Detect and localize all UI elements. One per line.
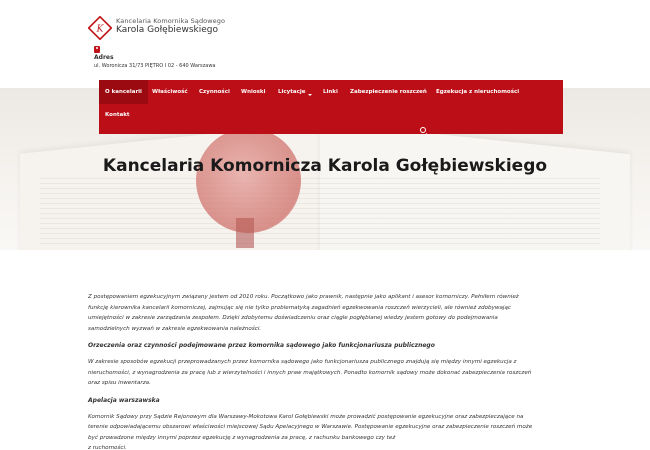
nav-item-wlasciwosc[interactable]: Właściwość <box>152 89 188 95</box>
intro-line: samodzielnych wyzwań w zakresie egzekwowania należności. <box>88 325 262 332</box>
hero-book-text-lines <box>40 178 600 248</box>
intro-paragraph <box>88 292 558 334</box>
chevron-down-icon <box>308 94 312 96</box>
paragraph-apelacja <box>88 412 558 450</box>
intro-line: umiejętności w zakresie zarządzania zespołem. Dzięki zdobytemu doświadczeniu oraz ciągle pogłębianej wiedzy jestem gotowy do podejmowania <box>88 315 498 321</box>
logo-line-2[interactable]: Karola Gołębiewskiego <box>116 25 218 35</box>
nav-item-kontakt[interactable]: Kontakt <box>105 112 130 118</box>
address-value: ul. Woronicza 31/73 PIĘTRO I 02 - 640 Warszawa <box>94 63 216 69</box>
paragraph-line: być prowadzone między innymi poprzez egzekucję z wynagrodzenia za pracę, z rachunku bankowego czy też <box>88 434 396 441</box>
nav-item-licytacje[interactable] <box>272 80 318 104</box>
section-heading-orzeczenia: Orzeczenia oraz czynności podejmowane przez komornika sądowego jako funkcjonariusza publicznego <box>88 342 435 349</box>
hero-ribbon <box>236 218 254 248</box>
nav-item-wnioski[interactable]: Wnioski <box>241 89 266 95</box>
main-content <box>88 292 558 450</box>
svg-text:K: K <box>96 24 104 35</box>
page-title: Kancelaria Komornicza Karola Gołębiewskiego <box>102 156 548 176</box>
intro-line: funkcję kierownika kancelarii komorniczej, zajmując się nie tylko problematyką zagadnień egzekwowania roszczeń wierzycieli, ale również zdobywając <box>88 304 511 311</box>
paragraph-line: W zakresie sposobów egzekucji przeprowadzanych przez komornika sądowego jako funkcjonariusza publicznego znajdują się między innymi egzekucja z <box>88 359 517 365</box>
paragraph-line: z ruchomości. <box>88 445 127 450</box>
map-pin-icon <box>94 46 100 53</box>
site-header <box>0 0 650 88</box>
main-navigation <box>99 80 563 134</box>
paragraph-line: nieruchomości, z wynagrodzenia za pracę lub z wierzytelności i innych praw majątkowych. Ponadto komornik sądowy może dokonać zabezpieczenia roszczeń <box>88 369 532 376</box>
nav-item-egzekucja-z-nieruchomosci[interactable]: Egzekucja z nieruchomości <box>436 89 520 95</box>
address-label: Adres <box>94 54 114 61</box>
search-icon[interactable] <box>420 127 426 133</box>
logo-line-1[interactable]: Kancelaria Komornika Sądowego <box>116 17 226 25</box>
intro-line: Z postępowaniem egzekucyjnym związany jestem od 2010 roku. Początkowo jako prawnik, następnie jako aplikant i asesor komorniczy. Pełniłem również <box>88 294 519 300</box>
nav-item-linki[interactable]: Linki <box>323 89 338 95</box>
nav-item-o-kancelarii[interactable]: O kancelarii <box>99 80 148 104</box>
nav-item-licytacje-label: Licytacje <box>278 89 306 95</box>
nav-item-zabezpieczenie-roszczen[interactable]: Zabezpieczenie roszczeń <box>350 89 427 95</box>
paragraph-line: Komornik Sądowy przy Sądzie Rejonowym dla Warszawy-Mokotowa Karol Gołębiewski może prowadzić postępowanie egzekucyjne oraz zabezpieczające na <box>88 413 524 420</box>
paragraph-line: terenie odpowiadającemu obszarowi właściwości miejscowej Sądu Apelacyjnego w Warszawie. Postępowanie egzekucyjne oraz zabezpieczenie roszczeń może <box>88 424 533 430</box>
paragraph-sposoby-egzekucji <box>88 357 558 389</box>
nav-item-czynnosci[interactable]: Czynności <box>199 89 230 95</box>
logo-icon[interactable] <box>88 16 112 40</box>
paragraph-line: oraz spisu inwentarza. <box>88 380 151 386</box>
section-heading-apelacja: Apelacja warszawska <box>88 396 160 404</box>
